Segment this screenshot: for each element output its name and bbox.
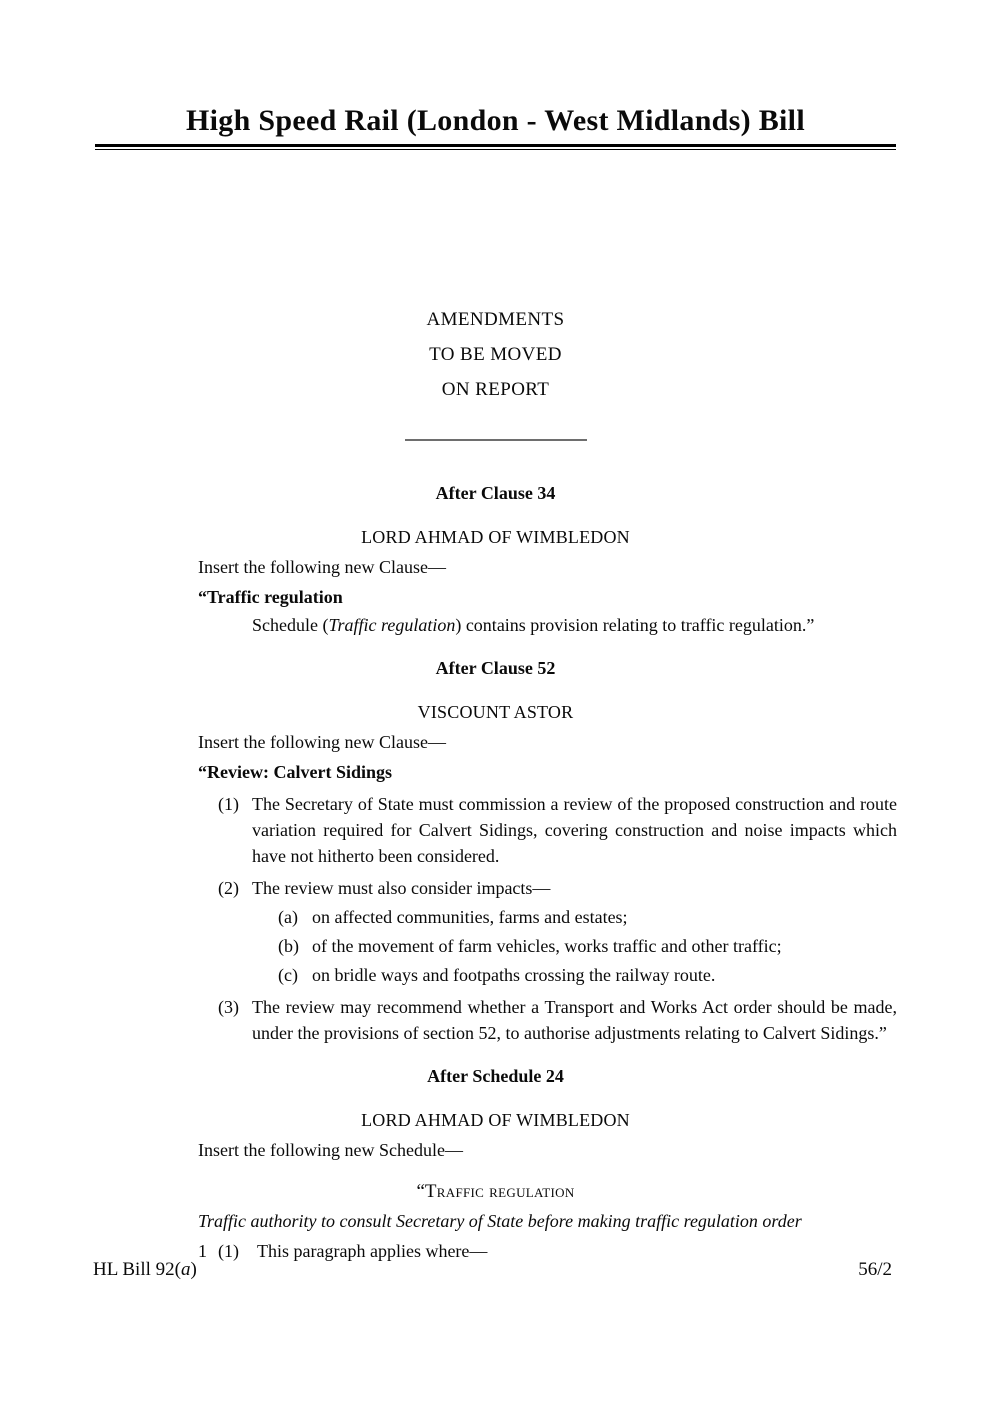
schedule-heading-quote: “ — [416, 1181, 425, 1202]
subsection-1-text: The Secretary of State must commission a review of the proposed construction and route variation required for Calvert Sidings, covering construction and noise impacts which have not hitherto been considered. — [252, 794, 897, 866]
schedule-heading — [0, 1179, 991, 1205]
schedule-subparagraph-number: (1) — [218, 1241, 239, 1261]
instruction-insert-clause-1: Insert the following new Clause— — [198, 557, 446, 577]
list-item-a-number: (a) — [278, 907, 298, 927]
instruction-insert-schedule: Insert the following new Schedule— — [198, 1140, 463, 1160]
schedule-heading-text: Traffic regulation — [424, 1181, 575, 1202]
instruction-insert-clause-2: Insert the following new Clause— — [198, 732, 446, 752]
section-heading-after-clause-52: After Clause 52 — [435, 658, 556, 678]
preamble-on-report: ON REPORT — [441, 379, 550, 400]
footer-bill-number-italic: a — [180, 1259, 191, 1280]
subsection-2 — [218, 875, 897, 901]
subsection-2-number: (2) — [218, 878, 239, 898]
preamble — [0, 302, 991, 407]
clause-body-italic: Traffic regulation — [328, 615, 456, 635]
title-rule-thick — [95, 144, 896, 147]
clause-title-review-calvert-sidings: “Review: Calvert Sidings — [198, 762, 392, 782]
preamble-amendments: AMENDMENTS — [426, 309, 565, 330]
clause-body-prefix: Schedule ( — [252, 615, 329, 635]
footer-amendment-number: 56/2 — [858, 1259, 892, 1280]
subsection-3-number: (3) — [218, 997, 239, 1017]
subsection-2-text: The review must also consider impacts— — [252, 878, 551, 898]
title-rule-thin — [95, 149, 896, 150]
list-item-b-number: (b) — [278, 936, 299, 956]
subsection-1 — [218, 791, 897, 869]
amendments-content — [0, 480, 991, 1264]
list-item-b — [278, 933, 971, 959]
footer-bill-number — [93, 1257, 197, 1283]
clause-body-traffic-regulation — [252, 612, 897, 638]
mover-name-ahmad-1: LORD AHMAD OF WIMBLEDON — [361, 527, 630, 547]
subsection-3-text: The review may recommend whether a Transport and Works Act order should be made, under the provisions of section 52, to authorise adjustments relating to Calvert Sidings.” — [252, 997, 897, 1043]
list-item-b-text: of the movement of farm vehicles, works traffic and other traffic; — [312, 936, 782, 956]
preamble-to-be-moved: TO BE MOVED — [429, 344, 562, 365]
clause-title-traffic-regulation: “Traffic regulation — [198, 587, 343, 607]
schedule-paragraph-text: This paragraph applies where— — [257, 1241, 488, 1261]
section-heading-after-clause-34: After Clause 34 — [435, 483, 556, 503]
list-item-a — [278, 904, 971, 930]
bill-title: High Speed Rail (London - West Midlands) Bill — [186, 104, 805, 137]
footer-bill-number-prefix: HL Bill 92( — [93, 1259, 181, 1280]
subsection-3 — [218, 994, 897, 1046]
schedule-cross-heading: Traffic authority to consult Secretary of State before making traffic regulation order — [198, 1211, 802, 1231]
schedule-paragraph-number: 1 — [198, 1241, 207, 1261]
preamble-divider — [405, 439, 587, 441]
list-item-c — [278, 962, 971, 988]
list-item-a-text: on affected communities, farms and estates; — [312, 907, 628, 927]
clause-body-suffix: ) contains provision relating to traffic regulation.” — [455, 615, 815, 635]
mover-name-ahmad-2: LORD AHMAD OF WIMBLEDON — [361, 1110, 630, 1130]
mover-name-astor: VISCOUNT ASTOR — [417, 702, 574, 722]
title-rule — [95, 144, 896, 150]
list-item-c-text: on bridle ways and footpaths crossing the railway route. — [312, 965, 716, 985]
page-footer — [93, 1257, 892, 1283]
section-heading-after-schedule-24: After Schedule 24 — [427, 1066, 564, 1086]
footer-bill-number-suffix: ) — [190, 1259, 197, 1280]
list-item-c-number: (c) — [278, 965, 298, 985]
subsection-1-number: (1) — [218, 794, 239, 814]
